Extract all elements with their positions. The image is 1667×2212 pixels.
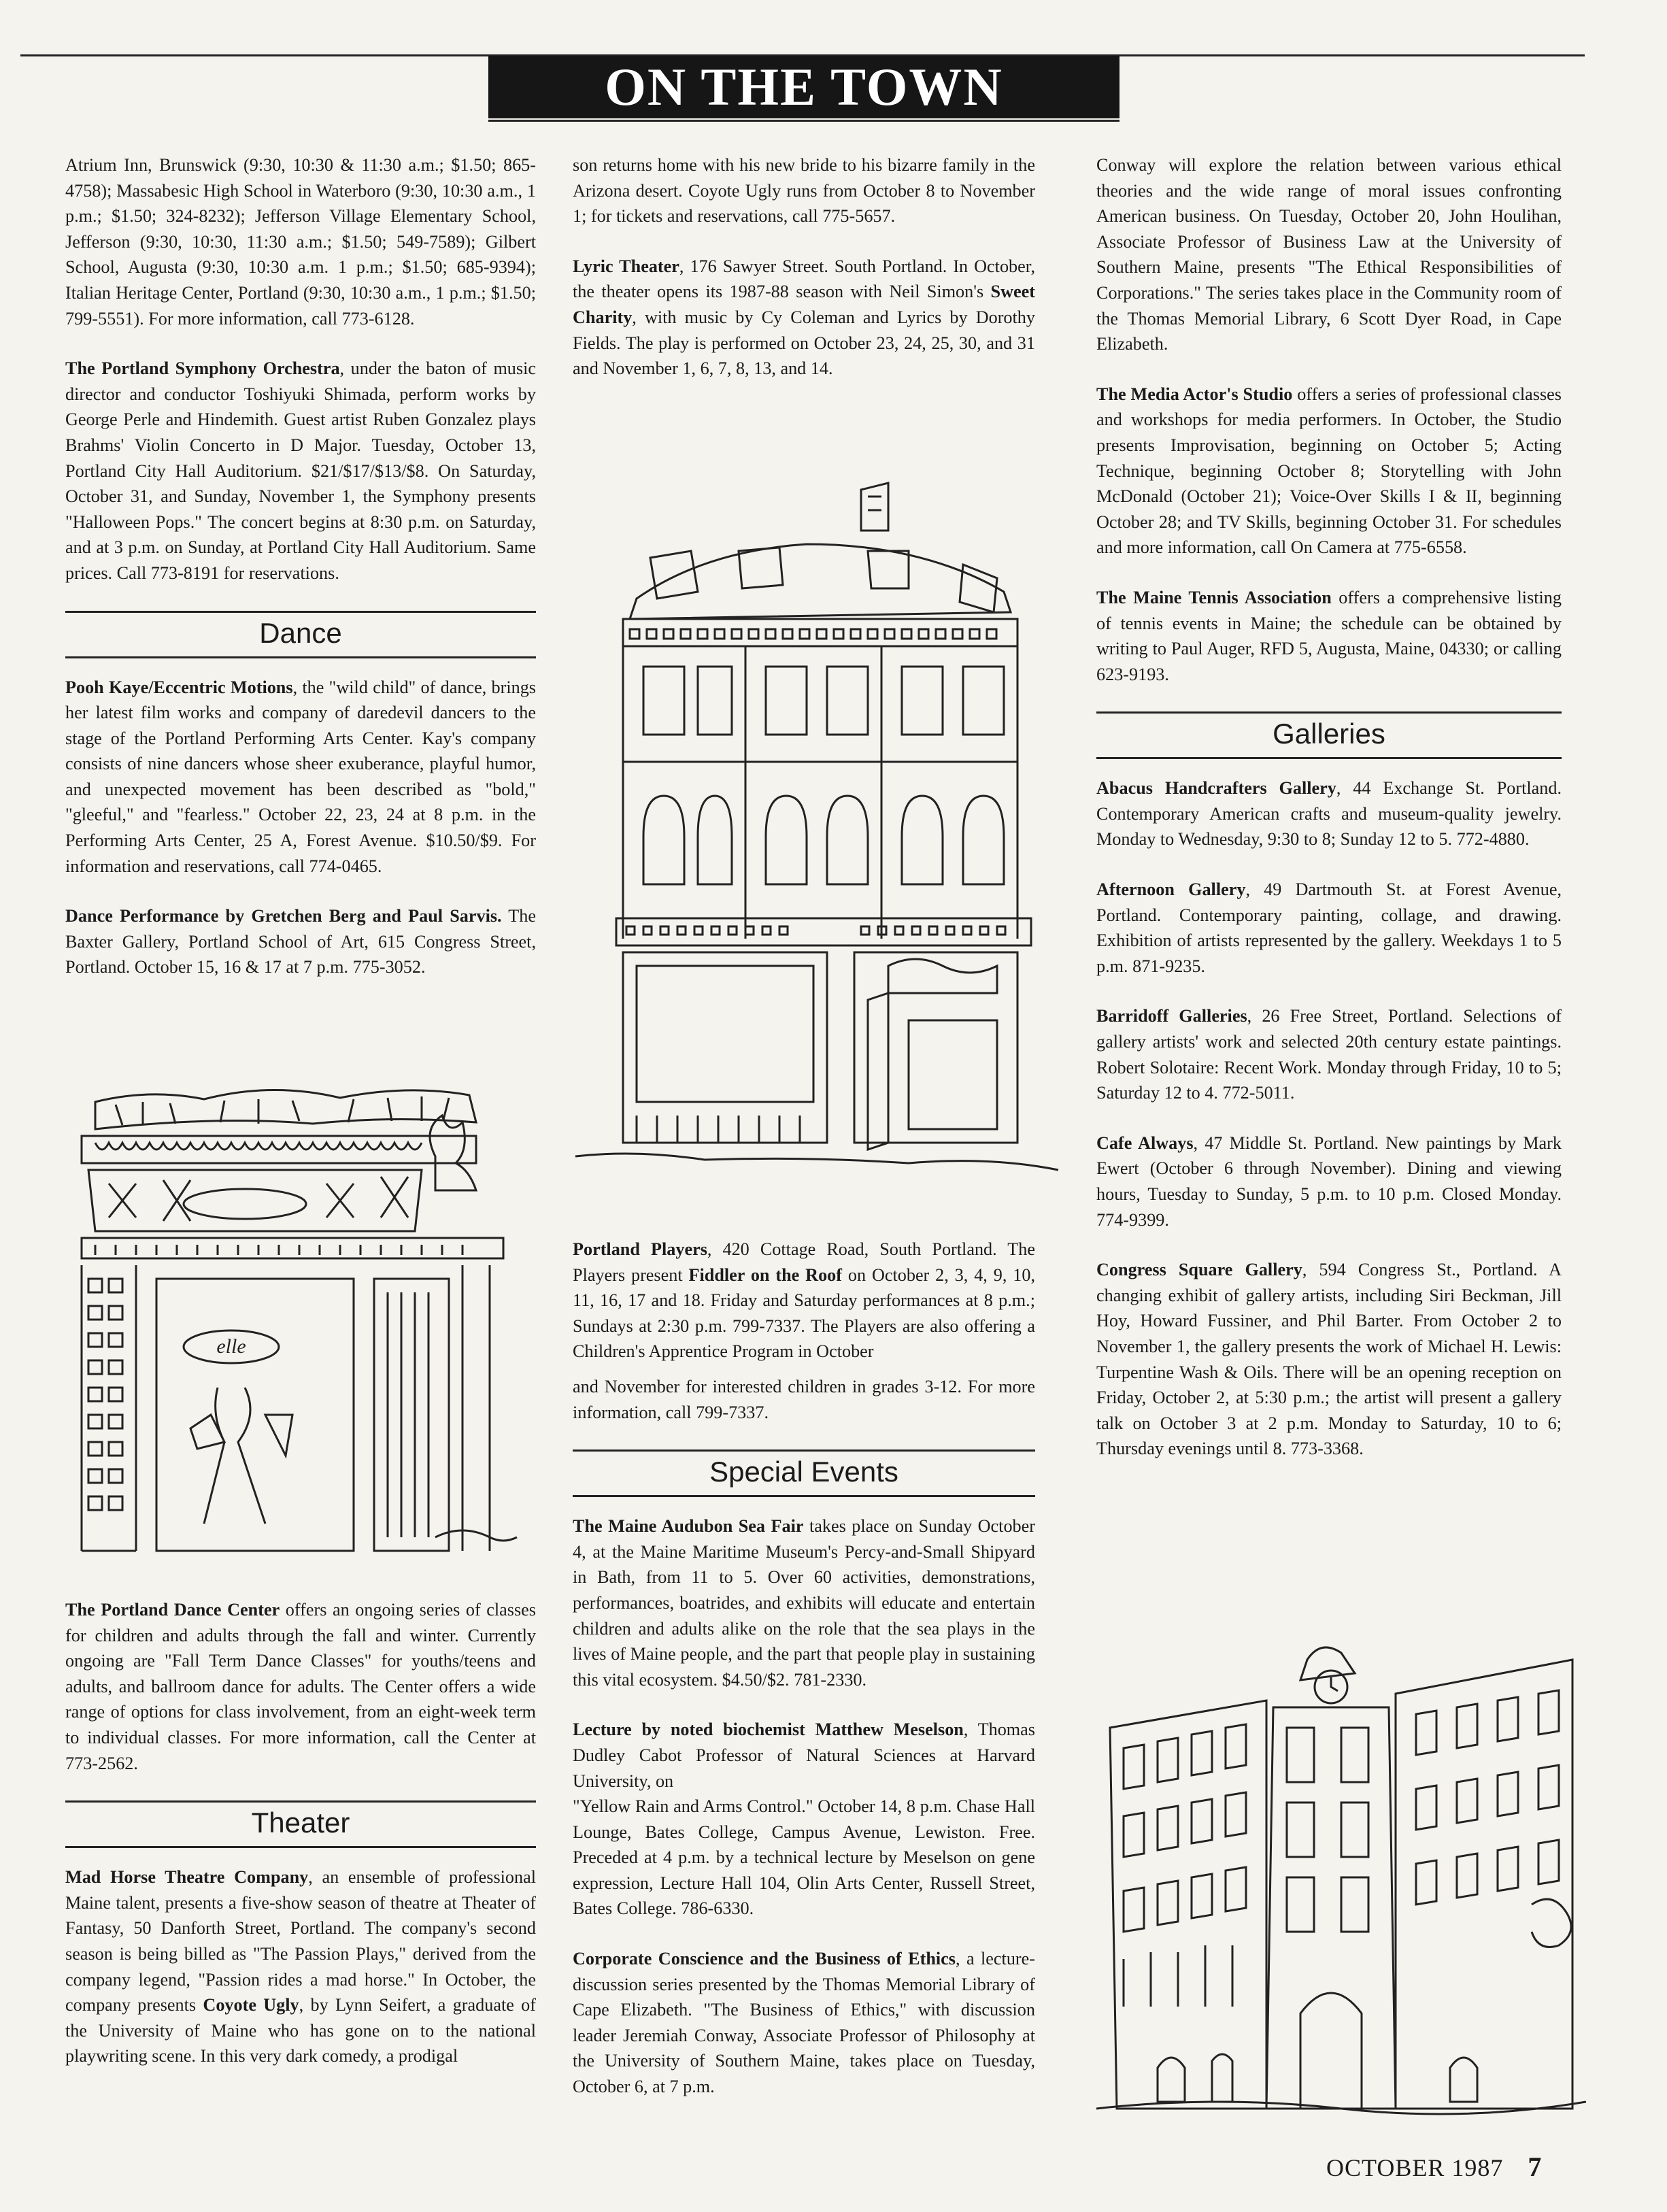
coyote-ugly-continued: son returns home with his new bride to his bizarre family in the Arizona desert. Coyote Ugly runs from October 8 to November 1; for tickets and reservations, call 775-5657. bbox=[573, 155, 1035, 227]
portland-players-listing: Portland Players, 420 Cottage Road, South Portland. The Players present Fiddler on the Roof on October 2, 3, 4, 9, 10, 11, 16, 17 and 18. Friday and Saturday performances at 8 p.m.; Sundays at 2:30 p.m. 799-7337. The Players are also offering a Children's Apprentice Program in October bbox=[573, 1239, 1035, 1362]
portland-dance-center-listing: The Portland Dance Center offers an ongoing series of classes for children and adults through the fall and winter. Currently ongoing are "Fall Term Dance Classes" for youths/teens and adults, and ballroom dance for adults. The Center offers a wide range of options for class involvement, from an eight-week term to individual classes. For more information, call the Center at 773-2562. bbox=[65, 1600, 536, 1773]
dance-performance-listing: Dance Performance by Gretchen Berg and Paul Sarvis. The Baxter Gallery, Portland School of Art, 615 Congress Street, Portland. October 15, 16 & 17 at 7 p.m. 775-3052. bbox=[65, 906, 536, 977]
column-2-lower bbox=[573, 1237, 1035, 2100]
cafe-always-listing: Cafe Always, 47 Middle St. Portland. New paintings by Mark Ewert (October 6 through November). Dining and viewing hours, Tuesday to Sunday, 5 p.m. to 10 p.m. Closed Monday. 774-9399. bbox=[1096, 1133, 1562, 1230]
lyric-theater-listing: Lyric Theater, 176 Sawyer Street. South Portland. In October, the theater opens its 1987-88 season with Neil Simon's Sweet Charity, with music by Cy Coleman and Lyrics by Dorothy Fields. The play is performed on October 23, 24, 25, 30, and 31 and November 1, 6, 7, 8, 13, and 14. bbox=[573, 256, 1035, 379]
section-heading-galleries: Galleries bbox=[1096, 711, 1562, 759]
storefront-sign-text: elle bbox=[216, 1335, 246, 1358]
page-footer bbox=[1326, 2151, 1542, 2183]
banner-underline bbox=[488, 120, 1119, 122]
column-2 bbox=[573, 152, 1035, 406]
section-heading-dance: Dance bbox=[65, 611, 536, 658]
symphony-listing: The Portland Symphony Orchestra, under the baton of music director and conductor Toshiyuki Shimada, perform works by George Perle and Hindemith. Guest artist Ruben Gonzalez plays Brahms' Violin Concerto in D Major. Tuesday, October 13, Portland City Hall Auditorium. $21/$17/$13/$8. On Saturday, October 31, and Sunday, November 1, the Symphony presents "Halloween Pops." The concert begins at 8:30 p.m. on Saturday, and at 3 p.m. on Sunday, at Portland City Hall Auditorium. Same prices. Call 773-8191 for reservations. bbox=[65, 358, 536, 583]
issue-date: OCTOBER 1987 bbox=[1326, 2154, 1504, 2181]
barridoff-galleries-listing: Barridoff Galleries, 26 Free Street, Portland. Selections of gallery artists' work and selected 20th century estate paintings. Robert Solotaire: Recent Work. Monday through Friday, 10 to 5; Saturday 12 to 4. 772-5011. bbox=[1096, 1006, 1562, 1103]
pooh-kaye-listing: Pooh Kaye/Eccentric Motions, the "wild child" of dance, brings her latest film works and company of daredevil dancers to the stage of the Portland Performing Arts Center. Kay's company consists of nine dancers whose sheer exuberance, playful humor, and unexpected movement has been described as "bold," "gleeful," and "fearless." October 22, 23, 24 at 8 p.m. in the Performing Arts Center, 25 A, Forest Avenue. $10.50/$9. For information and reservations, call 774-0465. bbox=[65, 677, 536, 876]
afternoon-gallery-listing: Afternoon Gallery, 49 Dartmouth St. at Forest Avenue, Portland. Contemporary painting, collage, and drawing. Exhibition of artists represented by the gallery. Weekdays 1 to 5 p.m. 871-9235. bbox=[1096, 879, 1562, 976]
column-1 bbox=[65, 152, 536, 1005]
page-title: ON THE TOWN bbox=[488, 56, 1119, 118]
maine-tennis-listing: The Maine Tennis Association offers a comprehensive listing of tennis events in Maine; the schedule can be obtained by writing to Paul Auger, RFD 5, Augusta, Maine, 04330; or calling 623-9193. bbox=[1096, 587, 1562, 684]
page-number: 7 bbox=[1528, 2151, 1543, 2182]
ethics-series-continued: Conway will explore the relation between various ethical theories and the wide range of moral issues confronting American business. On Tuesday, October 20, John Houlihan, Associate Professor of Business Law at the University of Southern Maine, presents "The Ethical Responsibilities of Corporations." The series takes place in the Community room of the Thomas Memorial Library, 6 Scott Dyer Road, in Cape Elizabeth. bbox=[1096, 155, 1562, 354]
theater-building-illustration bbox=[569, 476, 1065, 1211]
school-listings: Atrium Inn, Brunswick (9:30, 10:30 & 11:30 a.m.; $1.50; 865-4758); Massabesic High School in Waterboro (9:30, 10:30 a.m., 1 p.m.; $1.50; 324-8232); Jefferson Village Elementary School, Jefferson (9:30, 10:30, 11:30 a.m.; $1.50; 549-7589); Gilbert School, Augusta (9:30, 10:30 a.m. 1 p.m.; $1.50; 685-9394); Italian Heritage Center, Portland (9:30, 10:30 a.m., 1 p.m.; $1.50; 799-5551). For more information, call 773-6128. bbox=[65, 155, 536, 329]
dance-storefront-illustration bbox=[68, 1075, 531, 1564]
section-heading-theater: Theater bbox=[65, 1800, 536, 1848]
column-3 bbox=[1096, 152, 1562, 1486]
audubon-sea-fair-listing: The Maine Audubon Sea Fair takes place on Sunday October 4, at the Maine Maritime Museum's Percy-and-Small Shipyard in Bath, from 11 to 5. Over 60 activities, demonstrations, performances, boatrides, and exhibits will educate and entertain children and adults alike on the role that the sea plays in the lives of Maine people, and the part that people play in sustaining this vital ecosystem. $4.50/$2. 781-2330. bbox=[573, 1516, 1035, 1690]
street-scene-illustration bbox=[1096, 1632, 1586, 2122]
section-heading-special-events: Special Events bbox=[573, 1449, 1035, 1497]
meselson-lecture-listing: Lecture by noted biochemist Matthew Meselson, Thomas Dudley Cabot Professor of Natural Sciences at Harvard University, on "Yellow Rain and Arms Control." October 14, 8 p.m. Chase Hall Lounge, Bates College, Campus Avenue, Lewiston. Free. Preceded at 4 p.m. by a technical lecture by Meselson on gene expression, Lecture Hall 104, Olin Arts Center, Russell Street, Bates College. 786-6330. bbox=[573, 1720, 1035, 1919]
column-1-lower bbox=[65, 1597, 536, 2069]
corporate-conscience-listing: Corporate Conscience and the Business of Ethics, a lecture-discussion series presented by the Thomas Memorial Library of Cape Elizabeth. "The Business of Ethics," with discussion leader Jeremiah Conway, Associate Professor of Philosophy at the University of Southern Maine, takes place on Tuesday, October 6, at 7 p.m. bbox=[573, 1949, 1035, 2097]
abacus-gallery-listing: Abacus Handcrafters Gallery, 44 Exchange St. Portland. Contemporary American crafts and museum-quality jewelry. Monday to Wednesday, 9:30 to 8; Sunday 12 to 5. 772-4880. bbox=[1096, 778, 1562, 850]
media-actors-studio-listing: The Media Actor's Studio offers a series of professional classes and workshops for media performers. In October, the Studio presents Improvisation, beginning on October 5; Acting Technique, beginning October 8; Storytelling with John McDonald (October 21); Voice-Over Skills I & II, beginning October 28; and TV Skills, beginning October 31. For schedules and more information, call On Camera at 775-6558. bbox=[1096, 384, 1562, 558]
portland-players-continued: and November for interested children in grades 3-12. For more information, call 799-7337. bbox=[573, 1376, 1035, 1422]
congress-square-gallery-listing: Congress Square Gallery, 594 Congress St., Portland. A changing exhibit of gallery artists, including Siri Beckman, Jill Hoy, Howard Fussiner, and Phil Barter. From October 2 to November 1, the gallery presents the work of Michael H. Lewis: Turpentine Wash & Oils. There will be an opening reception on Friday, October 2, at 5:30 p.m.; the artist will present a gallery talk on October 3 at 2 p.m. Monday to Saturday, 10 to 6; Thursday evenings until 8. 773-3368. bbox=[1096, 1260, 1562, 1459]
mad-horse-listing: Mad Horse Theatre Company, an ensemble of professional Maine talent, presents a five-show season of theatre at Theater of Fantasy, 50 Danforth Street, Portland. The company's second season is being billed as "The Passion Plays," derived from the company legend, "Passion rides a mad horse." In October, the company presents Coyote Ugly, by Lynn Seifert, a graduate of the University of Maine who has gone on to the national playwriting scene. In this very dark comedy, a prodigal bbox=[65, 1867, 537, 2066]
